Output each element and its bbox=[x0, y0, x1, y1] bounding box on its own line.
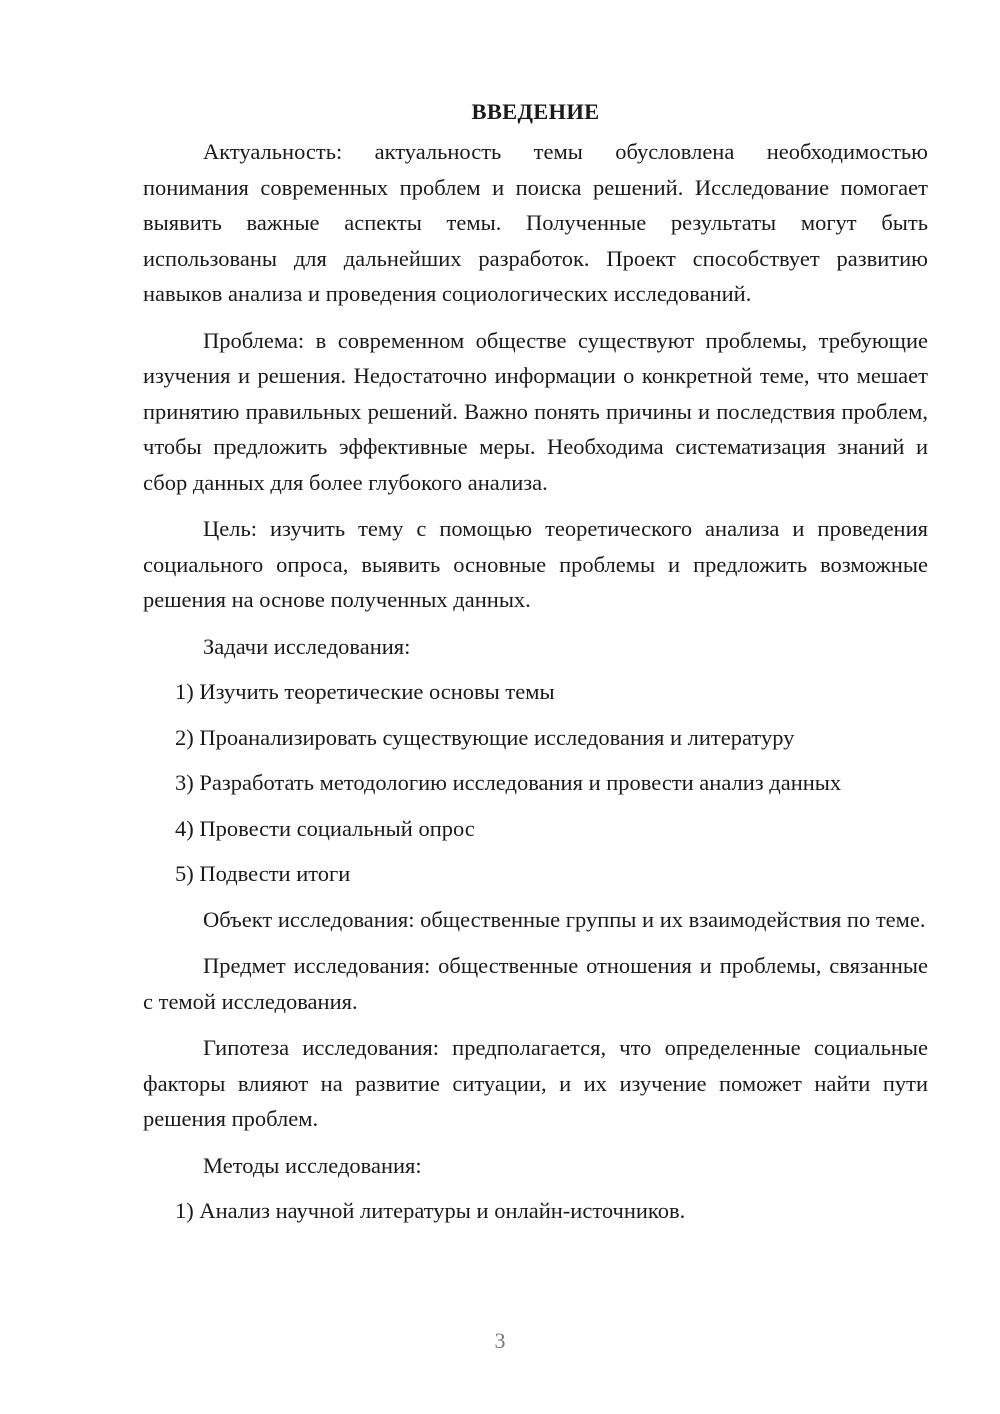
relevance-paragraph: Актуальность: актуальность темы обусловлена необходимостью понимания современных проблем и поиска решений. Исследование помогает выявить важные аспекты темы. Полученные результаты могут быть использованы для дальнейших разработок. Проект способствует развитию навыков анализа и проведения социологических исследований. bbox=[143, 139, 928, 306]
task-item: 4) Провести социальный опрос bbox=[175, 815, 475, 841]
task-item: 3) Разработать методологию исследования и провести анализ данных bbox=[175, 770, 842, 795]
subject-paragraph: Предмет исследования: общественные отношения и проблемы, связанные с темой исследования. bbox=[143, 953, 928, 1014]
object-paragraph: Объект исследования: общественные группы и их взаимодействия по теме. bbox=[203, 906, 926, 932]
page-number: 3 bbox=[494, 1328, 506, 1353]
task-item: 2) Проанализировать существующие исследования и литературу bbox=[175, 724, 795, 750]
tasks-heading: Задачи исследования: bbox=[203, 633, 411, 659]
problem-paragraph: Проблема: в современном обществе существуют проблемы, требующие изучения и решения. Недостаточно информации о конкретной теме, что мешает принятию правильных решений. Важно понять причины и последствия проблем, чтобы предложить эффективные меры. Необходима систематизация знаний и сбор данных для более глубокого анализа. bbox=[143, 327, 928, 495]
goal-paragraph: Цель: изучить тему с помощью теоретического анализа и проведения социального опроса, выявить основные проблемы и предложить возможные решения на основе полученных данных. bbox=[143, 516, 928, 612]
methods-heading: Методы исследования: bbox=[203, 1152, 422, 1178]
method-item: 1) Анализ научной литературы и онлайн-источников. bbox=[175, 1198, 686, 1223]
tasks-list bbox=[143, 674, 928, 892]
task-item: 5) Подвести итоги bbox=[175, 861, 351, 886]
hypothesis-paragraph: Гипотеза исследования: предполагается, что определенные социальные факторы влияют на развитие ситуации, и их изучение поможет найти пути решения проблем. bbox=[143, 1035, 928, 1131]
methods-list bbox=[143, 1193, 928, 1229]
document-page bbox=[143, 96, 928, 1239]
page-title: ВВЕДЕНИЕ bbox=[471, 99, 600, 124]
task-item: 1) Изучить теоретические основы темы bbox=[175, 679, 555, 704]
